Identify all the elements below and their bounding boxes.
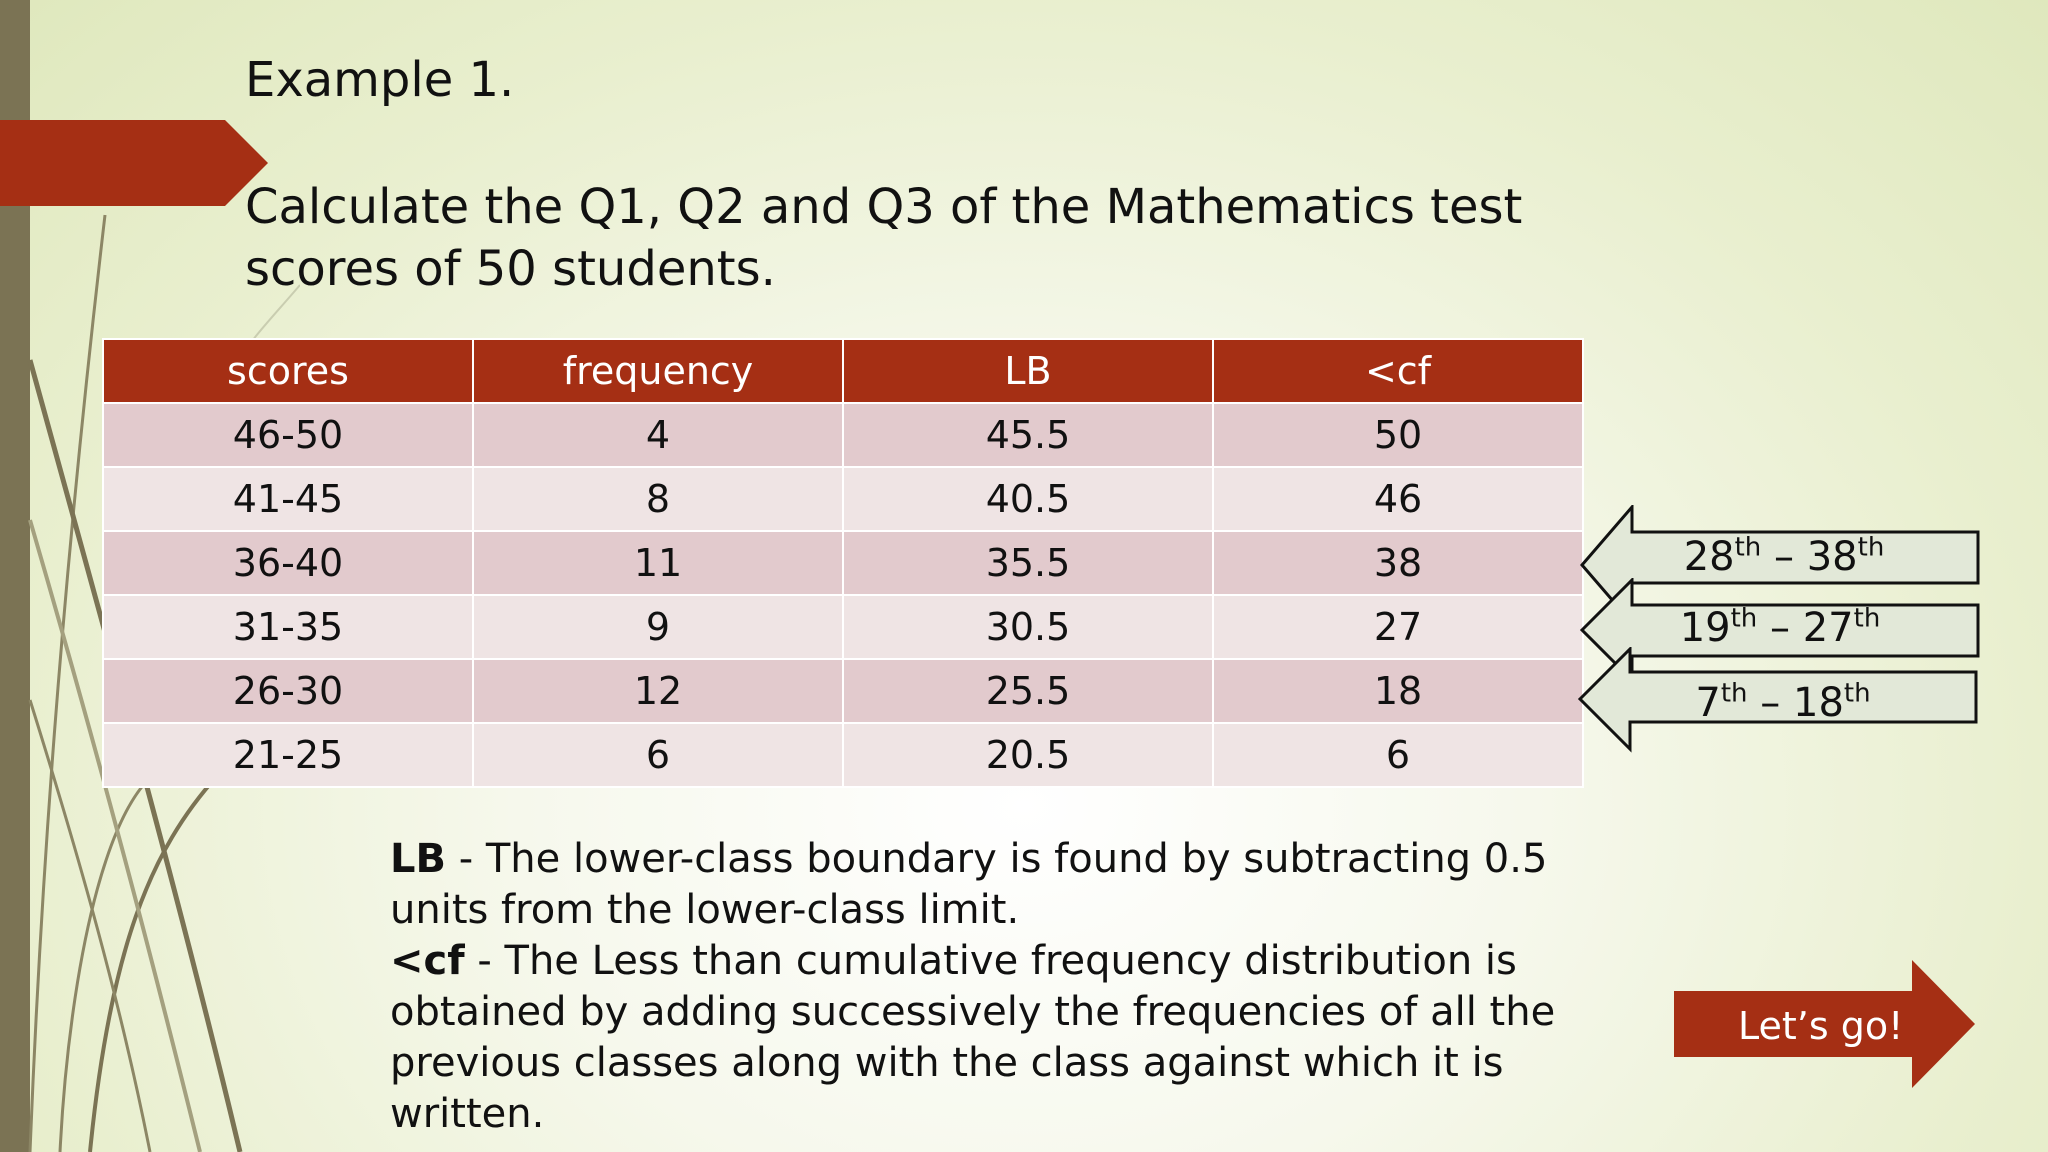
header-scores: scores bbox=[103, 339, 473, 403]
definitions-notes bbox=[390, 834, 1640, 1140]
cell-scores: 21-25 bbox=[103, 723, 473, 787]
table-row bbox=[103, 531, 1583, 595]
range-label-2: 19th – 27th bbox=[1679, 603, 1881, 651]
cell-cf: 27 bbox=[1213, 595, 1583, 659]
cell-cf: 46 bbox=[1213, 467, 1583, 531]
header-lb: LB bbox=[843, 339, 1213, 403]
cf-term: <cf bbox=[390, 938, 465, 984]
lb-definition: - The lower-class boundary is found by subtracting 0.5 units from the lower-class limit. bbox=[390, 836, 1548, 933]
cell-frequency: 8 bbox=[473, 467, 843, 531]
cf-definition: - The Less than cumulative frequency distribution is obtained by adding successively the frequencies of all the previous classes along with the class against which it is written. bbox=[390, 938, 1556, 1137]
cell-cf: 6 bbox=[1213, 723, 1583, 787]
lb-term: LB bbox=[390, 836, 446, 882]
slide-subtitle: Calculate the Q1, Q2 and Q3 of the Mathematics test scores of 50 students. bbox=[245, 179, 1523, 297]
cell-lb: 40.5 bbox=[843, 467, 1213, 531]
red-tab-arrow bbox=[0, 120, 270, 206]
cell-scores: 36-40 bbox=[103, 531, 473, 595]
range-label-1: 28th – 38th bbox=[1683, 532, 1885, 580]
cell-lb: 45.5 bbox=[843, 403, 1213, 467]
range-label-3: 7th – 18th bbox=[1695, 678, 1871, 726]
header-frequency: frequency bbox=[473, 339, 843, 403]
header-cf: <cf bbox=[1213, 339, 1583, 403]
cell-scores: 46-50 bbox=[103, 403, 473, 467]
table-row bbox=[103, 403, 1583, 467]
frequency-table bbox=[102, 338, 1584, 788]
cell-lb: 30.5 bbox=[843, 595, 1213, 659]
table-row bbox=[103, 595, 1583, 659]
table-row bbox=[103, 467, 1583, 531]
cell-cf: 18 bbox=[1213, 659, 1583, 723]
cell-cf: 38 bbox=[1213, 531, 1583, 595]
table-row bbox=[103, 723, 1583, 787]
cell-cf: 50 bbox=[1213, 403, 1583, 467]
cell-frequency: 6 bbox=[473, 723, 843, 787]
cell-lb: 25.5 bbox=[843, 659, 1213, 723]
cell-scores: 26-30 bbox=[103, 659, 473, 723]
table-header-row bbox=[103, 339, 1583, 403]
lets-go-label[interactable]: Let’s go! bbox=[1738, 1004, 1904, 1048]
cell-frequency: 9 bbox=[473, 595, 843, 659]
cell-scores: 41-45 bbox=[103, 467, 473, 531]
cell-lb: 20.5 bbox=[843, 723, 1213, 787]
slide-title: Example 1. bbox=[245, 52, 515, 108]
cell-frequency: 4 bbox=[473, 403, 843, 467]
cell-frequency: 11 bbox=[473, 531, 843, 595]
cell-frequency: 12 bbox=[473, 659, 843, 723]
cell-lb: 35.5 bbox=[843, 531, 1213, 595]
cell-scores: 31-35 bbox=[103, 595, 473, 659]
table-row bbox=[103, 659, 1583, 723]
